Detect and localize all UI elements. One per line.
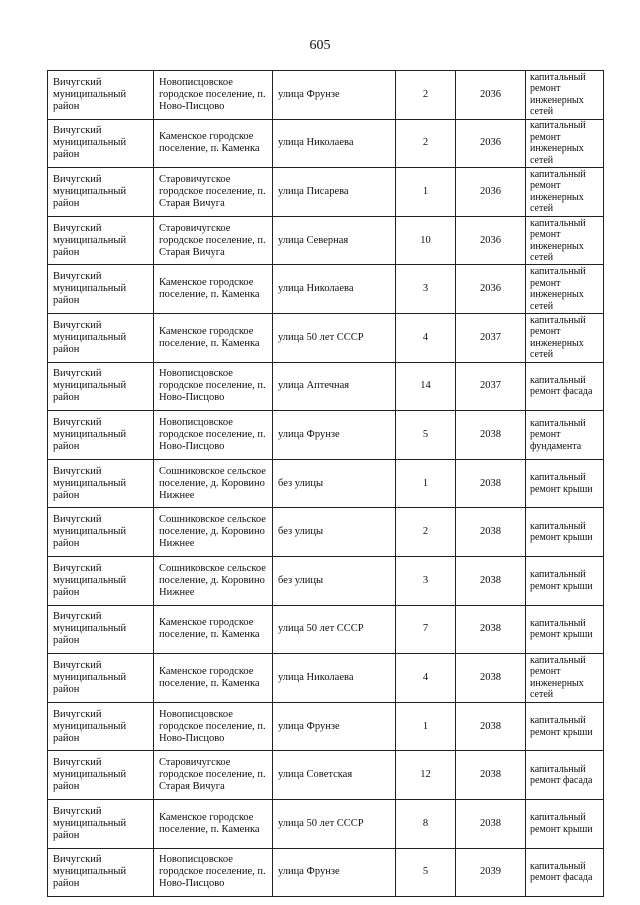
work-type-cell: капитальный ремонт фасада	[526, 751, 604, 800]
table-row	[48, 848, 604, 897]
district-cell: Вичугский муниципальный район	[48, 751, 154, 800]
district-cell: Вичугский муниципальный район	[48, 71, 154, 120]
house-number-cell: 14	[396, 362, 456, 411]
settlement-cell: Старовичугское городское поселение, п. Старая Вичуга	[154, 216, 273, 265]
district-cell: Вичугский муниципальный район	[48, 265, 154, 314]
house-number-cell: 5	[396, 411, 456, 460]
house-number-cell: 4	[396, 654, 456, 703]
street-cell: улица Фрунзе	[273, 848, 396, 897]
table-row	[48, 459, 604, 508]
table-row	[48, 556, 604, 605]
year-cell: 2038	[456, 411, 526, 460]
work-type-cell: капитальный ремонт крыши	[526, 605, 604, 654]
district-cell: Вичугский муниципальный район	[48, 168, 154, 217]
table-body	[48, 71, 604, 897]
year-cell: 2036	[456, 265, 526, 314]
table-row	[48, 265, 604, 314]
district-cell: Вичугский муниципальный район	[48, 654, 154, 703]
table-row	[48, 71, 604, 120]
settlement-cell: Каменское городское поселение, п. Каменка	[154, 654, 273, 703]
house-number-cell: 1	[396, 702, 456, 751]
house-number-cell: 2	[396, 508, 456, 557]
settlement-cell: Каменское городское поселение, п. Каменка	[154, 265, 273, 314]
district-cell: Вичугский муниципальный район	[48, 362, 154, 411]
year-cell: 2036	[456, 168, 526, 217]
district-cell: Вичугский муниципальный район	[48, 411, 154, 460]
street-cell: улица Фрунзе	[273, 411, 396, 460]
settlement-cell: Новописцовское городское поселение, п. Ново-Писцово	[154, 702, 273, 751]
settlement-cell: Сошниковское сельское поселение, д. Коровино Нижнее	[154, 508, 273, 557]
work-type-cell: капитальный ремонт инженерных сетей	[526, 71, 604, 120]
street-cell: без улицы	[273, 508, 396, 557]
work-type-cell: капитальный ремонт фасада	[526, 362, 604, 411]
district-cell: Вичугский муниципальный район	[48, 702, 154, 751]
year-cell: 2036	[456, 71, 526, 120]
year-cell: 2038	[456, 702, 526, 751]
house-number-cell: 8	[396, 799, 456, 848]
settlement-cell: Сошниковское сельское поселение, д. Коровино Нижнее	[154, 556, 273, 605]
table-row	[48, 216, 604, 265]
house-number-cell: 7	[396, 605, 456, 654]
settlement-cell: Новописцовское городское поселение, п. Ново-Писцово	[154, 411, 273, 460]
street-cell: улица Николаева	[273, 119, 396, 168]
year-cell: 2038	[456, 459, 526, 508]
house-number-cell: 3	[396, 265, 456, 314]
table-row	[48, 168, 604, 217]
work-type-cell: капитальный ремонт инженерных сетей	[526, 119, 604, 168]
year-cell: 2038	[456, 751, 526, 800]
work-type-cell: капитальный ремонт инженерных сетей	[526, 654, 604, 703]
district-cell: Вичугский муниципальный район	[48, 313, 154, 362]
district-cell: Вичугский муниципальный район	[48, 119, 154, 168]
street-cell: улица Писарева	[273, 168, 396, 217]
work-type-cell: капитальный ремонт крыши	[526, 799, 604, 848]
settlement-cell: Сошниковское сельское поселение, д. Коровино Нижнее	[154, 459, 273, 508]
work-type-cell: капитальный ремонт крыши	[526, 508, 604, 557]
street-cell: улица Фрунзе	[273, 702, 396, 751]
district-cell: Вичугский муниципальный район	[48, 605, 154, 654]
settlement-cell: Старовичугское городское поселение, п. Старая Вичуга	[154, 751, 273, 800]
district-cell: Вичугский муниципальный район	[48, 799, 154, 848]
house-number-cell: 1	[396, 168, 456, 217]
table-row	[48, 702, 604, 751]
house-number-cell: 10	[396, 216, 456, 265]
settlement-cell: Каменское городское поселение, п. Каменка	[154, 605, 273, 654]
year-cell: 2036	[456, 119, 526, 168]
house-number-cell: 12	[396, 751, 456, 800]
work-type-cell: капитальный ремонт крыши	[526, 702, 604, 751]
year-cell: 2038	[456, 654, 526, 703]
settlement-cell: Каменское городское поселение, п. Каменка	[154, 799, 273, 848]
settlement-cell: Новописцовское городское поселение, п. Ново-Писцово	[154, 71, 273, 120]
work-type-cell: капитальный ремонт инженерных сетей	[526, 168, 604, 217]
street-cell: улица Николаева	[273, 654, 396, 703]
house-number-cell: 4	[396, 313, 456, 362]
district-cell: Вичугский муниципальный район	[48, 508, 154, 557]
table-row	[48, 362, 604, 411]
house-number-cell: 1	[396, 459, 456, 508]
work-type-cell: капитальный ремонт инженерных сетей	[526, 265, 604, 314]
table-row	[48, 751, 604, 800]
work-type-cell: капитальный ремонт крыши	[526, 556, 604, 605]
work-type-cell: капитальный ремонт фундамента	[526, 411, 604, 460]
table-row	[48, 411, 604, 460]
year-cell: 2038	[456, 508, 526, 557]
street-cell: улица 50 лет СССР	[273, 313, 396, 362]
table-row	[48, 605, 604, 654]
table-row	[48, 313, 604, 362]
year-cell: 2037	[456, 313, 526, 362]
work-type-cell: капитальный ремонт инженерных сетей	[526, 216, 604, 265]
housing-repair-table	[47, 70, 604, 897]
street-cell: улица 50 лет СССР	[273, 605, 396, 654]
year-cell: 2036	[456, 216, 526, 265]
house-number-cell: 2	[396, 119, 456, 168]
street-cell: улица Советская	[273, 751, 396, 800]
table-row	[48, 508, 604, 557]
settlement-cell: Новописцовское городское поселение, п. Ново-Писцово	[154, 362, 273, 411]
year-cell: 2038	[456, 799, 526, 848]
street-cell: улица 50 лет СССР	[273, 799, 396, 848]
street-cell: улица Фрунзе	[273, 71, 396, 120]
house-number-cell: 2	[396, 71, 456, 120]
house-number-cell: 5	[396, 848, 456, 897]
street-cell: без улицы	[273, 459, 396, 508]
street-cell: без улицы	[273, 556, 396, 605]
settlement-cell: Каменское городское поселение, п. Каменка	[154, 119, 273, 168]
settlement-cell: Новописцовское городское поселение, п. Ново-Писцово	[154, 848, 273, 897]
district-cell: Вичугский муниципальный район	[48, 848, 154, 897]
table-row	[48, 654, 604, 703]
year-cell: 2037	[456, 362, 526, 411]
district-cell: Вичугский муниципальный район	[48, 216, 154, 265]
settlement-cell: Старовичугское городское поселение, п. Старая Вичуга	[154, 168, 273, 217]
house-number-cell: 3	[396, 556, 456, 605]
work-type-cell: капитальный ремонт крыши	[526, 459, 604, 508]
street-cell: улица Северная	[273, 216, 396, 265]
page-number: 605	[309, 38, 331, 53]
district-cell: Вичугский муниципальный район	[48, 556, 154, 605]
settlement-cell: Каменское городское поселение, п. Каменка	[154, 313, 273, 362]
street-cell: улица Аптечная	[273, 362, 396, 411]
year-cell: 2038	[456, 605, 526, 654]
work-type-cell: капитальный ремонт фасада	[526, 848, 604, 897]
table-row	[48, 799, 604, 848]
district-cell: Вичугский муниципальный район	[48, 459, 154, 508]
year-cell: 2038	[456, 556, 526, 605]
table-row	[48, 119, 604, 168]
street-cell: улица Николаева	[273, 265, 396, 314]
work-type-cell: капитальный ремонт инженерных сетей	[526, 313, 604, 362]
year-cell: 2039	[456, 848, 526, 897]
